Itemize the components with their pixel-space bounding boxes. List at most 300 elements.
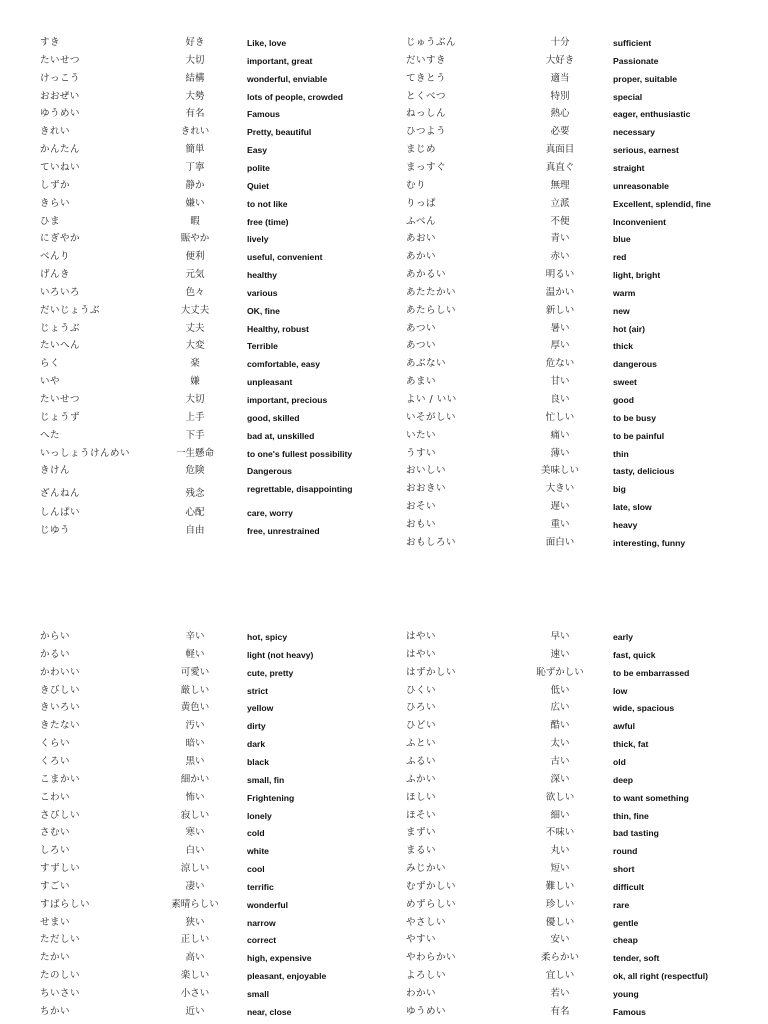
reading-kana: よい / いい xyxy=(406,394,457,405)
kanji-word: 危険 xyxy=(185,465,205,477)
english-meaning: important, great xyxy=(247,55,313,66)
reading-kana: あかい xyxy=(406,251,437,263)
reading-kana: まじめ xyxy=(406,144,437,156)
english-meaning: good, skilled xyxy=(247,412,300,423)
english-meaning: proper, suitable xyxy=(613,73,677,84)
kanji-word: 大好き xyxy=(545,54,575,66)
reading-kana: まずい xyxy=(406,827,437,839)
english-meaning: cheap xyxy=(613,935,638,946)
english-meaning: narrow xyxy=(247,917,276,928)
kanji-word: 簡単 xyxy=(185,144,205,156)
english-meaning: low xyxy=(613,685,628,696)
reading-kana: だいじょうぶ xyxy=(40,304,101,316)
english-meaning: cool xyxy=(247,864,265,875)
reading-kana: あおい xyxy=(406,233,437,245)
english-meaning: Dangerous xyxy=(247,466,292,477)
english-meaning: early xyxy=(613,632,634,642)
english-meaning: special xyxy=(613,91,643,102)
kanji-word: 速い xyxy=(550,648,570,660)
reading-kana: ひくい xyxy=(406,684,437,696)
english-meaning: polite xyxy=(247,162,270,173)
english-meaning: wonderful xyxy=(247,899,289,910)
reading-kana: しろい xyxy=(40,845,71,857)
kanji-word: 素晴らしい xyxy=(171,898,219,910)
kanji-word: 近い xyxy=(185,1005,205,1017)
english-meaning: to be embarrassed xyxy=(613,667,690,678)
reading-kana: きいろい xyxy=(40,702,81,714)
reading-kana: たいせつ xyxy=(40,394,81,405)
kanji-word: 大切 xyxy=(185,54,205,66)
reading-kana: たいへん xyxy=(40,340,81,352)
reading-kana: むずかしい xyxy=(406,880,457,892)
english-meaning: gentle xyxy=(613,917,639,928)
english-meaning: near, close xyxy=(247,1006,292,1017)
kanji-word: 黒い xyxy=(185,755,205,767)
reading-kana: さむい xyxy=(40,827,71,839)
kanji-word: 若い xyxy=(550,988,570,999)
reading-kana: ひどい xyxy=(406,720,437,732)
reading-kana: おおぜい xyxy=(40,90,80,102)
english-meaning: thin xyxy=(613,448,629,459)
kanji-word: 必要 xyxy=(550,126,570,138)
kanji-word: 汚い xyxy=(185,720,205,732)
english-meaning: high, expensive xyxy=(247,953,312,964)
english-meaning: yellow xyxy=(247,703,274,714)
reading-kana: あぶない xyxy=(406,358,447,370)
reading-kana: いや xyxy=(40,376,61,388)
reading-kana: ふるい xyxy=(406,755,437,767)
reading-kana: ふべん xyxy=(406,215,437,227)
kanji-word: 優しい xyxy=(545,916,575,928)
reading-kana: たのしい xyxy=(40,970,81,982)
english-meaning: round xyxy=(613,846,638,857)
reading-kana: ふかい xyxy=(406,773,437,785)
kanji-word: 有名 xyxy=(550,1005,570,1017)
kanji-word: 安い xyxy=(550,934,570,946)
kanji-word: 温かい xyxy=(545,286,575,298)
kanji-word: 立派 xyxy=(550,197,570,209)
english-meaning: Famous xyxy=(613,1006,646,1017)
reading-kana: はずかしい xyxy=(406,666,457,678)
kanji-word: 青い xyxy=(550,233,570,245)
kanji-word: 面白い xyxy=(545,536,575,548)
kanji-word: 宜しい xyxy=(545,970,575,982)
english-meaning: fast, quick xyxy=(613,649,656,660)
kanji-word: 恥ずかしい xyxy=(536,666,584,678)
kanji-word: 丸い xyxy=(550,845,570,857)
reading-kana: じゅうぶん xyxy=(406,37,457,48)
reading-kana: すごい xyxy=(40,880,71,892)
reading-kana: さびしい xyxy=(40,809,81,821)
kanji-word: 好き xyxy=(185,37,205,48)
kanji-word: 良い xyxy=(550,394,570,405)
english-meaning: Quiet xyxy=(247,180,269,191)
english-meaning: Healthy, robust xyxy=(247,323,309,334)
reading-kana: ねっしん xyxy=(406,108,447,120)
english-meaning: Easy xyxy=(247,145,268,156)
kanji-word: 赤い xyxy=(550,251,570,263)
reading-kana: きらい xyxy=(40,197,71,209)
reading-kana: いそがしい xyxy=(406,411,457,423)
english-meaning: care, worry xyxy=(247,508,293,519)
kanji-word: 太い xyxy=(550,738,570,750)
kanji-word: 厳しい xyxy=(180,684,210,696)
english-meaning: free, unrestrained xyxy=(247,525,320,536)
kanji-word: 重い xyxy=(550,518,570,530)
english-meaning: bad tasting xyxy=(613,828,659,839)
kanji-word: 静か xyxy=(185,179,205,191)
english-meaning: bad at, unskilled xyxy=(247,430,315,441)
reading-kana: やわらかい xyxy=(406,952,457,964)
english-meaning: dark xyxy=(247,739,266,750)
english-meaning: Pretty, beautiful xyxy=(247,127,312,138)
english-meaning: to want something xyxy=(613,792,689,803)
kanji-word: 無理 xyxy=(550,179,570,191)
reading-kana: やさしい xyxy=(406,916,447,928)
reading-kana: べんり xyxy=(40,251,71,263)
english-meaning: heavy xyxy=(613,519,638,530)
reading-kana: らく xyxy=(40,358,61,370)
reading-kana: だいすき xyxy=(406,54,447,66)
kanji-word: 丁寧 xyxy=(185,161,205,173)
reading-kana: むり xyxy=(406,179,427,191)
english-meaning: new xyxy=(613,305,630,316)
kanji-word: 暗い xyxy=(185,738,205,750)
reading-kana: じょうぶ xyxy=(40,322,81,334)
reading-kana: おもい xyxy=(406,518,437,530)
kanji-word: 大丈夫 xyxy=(180,304,210,316)
english-meaning: straight xyxy=(613,162,645,173)
kanji-word: 忙しい xyxy=(545,411,575,423)
reading-kana: くらい xyxy=(40,738,71,750)
reading-kana: かわいい xyxy=(40,666,81,678)
kanji-word: 珍しい xyxy=(545,898,575,910)
reading-kana: ほそい xyxy=(406,809,437,821)
english-meaning: tasty, delicious xyxy=(613,466,675,477)
english-meaning: necessary xyxy=(613,127,656,138)
kanji-word: 結構 xyxy=(185,72,205,84)
reading-kana: かるい xyxy=(40,648,71,660)
english-meaning: Frightening xyxy=(247,792,295,803)
english-meaning: sweet xyxy=(613,377,637,388)
kanji-word: 暑い xyxy=(550,322,570,334)
kanji-word: 特別 xyxy=(550,90,570,102)
kanji-word: 大きい xyxy=(545,483,575,495)
reading-kana: わかい xyxy=(406,988,437,999)
english-meaning: red xyxy=(613,252,627,263)
english-meaning: difficult xyxy=(613,881,645,892)
english-meaning: thin, fine xyxy=(613,810,649,821)
english-meaning: strict xyxy=(247,685,269,696)
kanji-word: 色々 xyxy=(185,286,205,298)
kanji-word: 真面目 xyxy=(545,144,575,156)
english-meaning: light, bright xyxy=(613,270,661,281)
kanji-word: 深い xyxy=(550,773,570,785)
reading-kana: きびしい xyxy=(40,684,81,696)
reading-kana: ゆうめい xyxy=(40,108,81,120)
kanji-word: 熱心 xyxy=(550,108,570,120)
english-meaning: ok, all right (respectful) xyxy=(613,971,709,982)
kanji-word: 心配 xyxy=(185,507,205,519)
reading-kana: げんき xyxy=(40,269,71,281)
english-meaning: tender, soft xyxy=(613,953,660,964)
kanji-word: きれい xyxy=(180,126,210,138)
english-meaning: deep xyxy=(613,774,634,785)
reading-kana: くろい xyxy=(40,755,71,767)
english-meaning: correct xyxy=(247,935,277,946)
english-meaning: hot (air) xyxy=(613,323,645,334)
reading-kana: ただしい xyxy=(40,934,81,946)
english-meaning: unreasonable xyxy=(613,180,669,191)
kanji-word: 低い xyxy=(550,684,570,696)
kanji-word: 軽い xyxy=(185,648,205,660)
reading-kana: ゆうめい xyxy=(406,1005,447,1017)
kanji-word: 正しい xyxy=(180,934,210,946)
english-meaning: small, fin xyxy=(247,774,285,785)
reading-kana: あつい xyxy=(406,340,437,352)
english-meaning: Terrible xyxy=(247,341,278,352)
english-meaning: Like, love xyxy=(247,38,287,48)
kanji-word: 可愛い xyxy=(180,666,210,678)
reading-kana: じゆう xyxy=(40,524,71,536)
reading-kana: あかるい xyxy=(406,269,447,281)
english-meaning: to one's fullest possibility xyxy=(247,448,353,459)
kanji-word: 明るい xyxy=(545,269,575,281)
kanji-word: 嫌 xyxy=(190,376,200,388)
english-meaning: free (time) xyxy=(247,216,289,227)
kanji-word: 欲しい xyxy=(545,791,575,803)
reading-kana: きたない xyxy=(40,720,81,732)
english-meaning: Passionate xyxy=(613,55,659,66)
english-meaning: sufficient xyxy=(613,38,652,48)
kanji-word: 古い xyxy=(550,755,570,767)
kanji-word: 細かい xyxy=(180,773,210,785)
reading-kana: いろいろ xyxy=(40,286,81,298)
reading-kana: はやい xyxy=(406,631,437,642)
reading-kana: まるい xyxy=(406,845,437,857)
kanji-word: 適当 xyxy=(550,72,570,84)
reading-kana: あたたかい xyxy=(406,286,457,298)
english-meaning: lively xyxy=(247,234,269,245)
reading-kana: あたらしい xyxy=(406,304,457,316)
english-meaning: awful xyxy=(613,721,635,732)
reading-kana: やすい xyxy=(406,934,437,946)
reading-kana: しずか xyxy=(40,179,71,191)
reading-kana: みじかい xyxy=(406,863,447,875)
english-meaning: comfortable, easy xyxy=(247,359,321,370)
english-meaning: regrettable, disappointing xyxy=(247,484,353,495)
english-meaning: lonely xyxy=(247,810,272,821)
english-meaning: healthy xyxy=(247,270,278,281)
kanji-word: 柔らかい xyxy=(540,952,579,964)
english-meaning: hot, spicy xyxy=(247,632,288,642)
english-meaning: unpleasant xyxy=(247,377,293,388)
kanji-word: 広い xyxy=(550,702,570,714)
kanji-word: 怖い xyxy=(185,791,205,803)
reading-kana: ひつよう xyxy=(406,126,447,138)
kanji-word: 真直ぐ xyxy=(545,161,575,173)
english-meaning: Inconvenient xyxy=(613,216,667,227)
reading-kana: へた xyxy=(40,429,61,441)
reading-kana: てきとう xyxy=(406,72,447,84)
english-meaning: to be busy xyxy=(613,412,656,423)
reading-kana: あまい xyxy=(406,376,437,388)
english-meaning: short xyxy=(613,864,635,875)
english-meaning: thick xyxy=(613,341,634,352)
reading-kana: いたい xyxy=(406,429,437,441)
reading-kana: おそい xyxy=(406,501,437,513)
reading-kana: せまい xyxy=(40,916,71,928)
kanji-word: 自由 xyxy=(185,524,205,536)
reading-kana: ひま xyxy=(40,215,61,227)
kanji-word: 不味い xyxy=(545,827,575,839)
english-meaning: old xyxy=(613,756,626,767)
kanji-word: 寂しい xyxy=(180,809,210,821)
reading-kana: すき xyxy=(40,37,61,48)
kanji-word: 有名 xyxy=(185,108,205,120)
reading-kana: いっしょうけんめい xyxy=(40,447,131,459)
reading-kana: おもしろい xyxy=(406,536,457,548)
reading-kana: きけん xyxy=(40,465,71,477)
english-meaning: dangerous xyxy=(613,359,657,370)
reading-kana: ふとい xyxy=(406,738,437,750)
kanji-word: 早い xyxy=(550,631,570,642)
kanji-word: 美味しい xyxy=(540,465,579,477)
reading-kana: ほしい xyxy=(406,791,437,803)
reading-kana: ちいさい xyxy=(40,988,81,999)
kanji-word: 甘い xyxy=(550,376,570,388)
english-meaning: useful, convenient xyxy=(247,252,323,263)
kanji-word: 大変 xyxy=(185,340,205,352)
kanji-word: 元気 xyxy=(185,269,205,281)
english-meaning: Excellent, splendid, fine xyxy=(613,198,711,209)
reading-kana: はやい xyxy=(406,648,437,660)
reading-kana: しんぱい xyxy=(40,507,81,519)
reading-kana: ちかい xyxy=(40,1005,71,1017)
reading-kana: こまかい xyxy=(40,773,81,785)
english-meaning: important, precious xyxy=(247,395,328,405)
english-meaning: wonderful, enviable xyxy=(247,73,328,84)
kanji-word: 短い xyxy=(550,863,570,875)
kanji-word: 遅い xyxy=(550,501,570,513)
kanji-word: 楽 xyxy=(190,358,200,370)
english-meaning: to not like xyxy=(247,198,288,209)
kanji-word: 危ない xyxy=(545,358,575,370)
kanji-word: 十分 xyxy=(550,37,570,48)
kanji-word: 新しい xyxy=(545,304,575,316)
kanji-word: 厚い xyxy=(550,340,570,352)
kanji-word: 狭い xyxy=(185,916,205,928)
reading-kana: おいしい xyxy=(406,465,447,477)
kanji-word: 不便 xyxy=(550,215,570,227)
kanji-word: 上手 xyxy=(185,411,205,423)
reading-kana: ざんねん xyxy=(40,488,81,500)
english-meaning: thick, fat xyxy=(613,739,649,750)
kanji-word: 楽しい xyxy=(180,970,210,982)
kanji-word: 凄い xyxy=(185,880,205,892)
english-meaning: cute, pretty xyxy=(247,667,294,678)
reading-kana: かんたん xyxy=(40,144,81,156)
english-meaning: warm xyxy=(613,287,636,298)
kanji-word: 嫌い xyxy=(185,197,205,209)
kanji-word: 便利 xyxy=(185,251,205,263)
kanji-word: 難しい xyxy=(545,880,575,892)
reading-kana: けっこう xyxy=(40,72,81,84)
kanji-word: 残念 xyxy=(185,488,205,500)
english-meaning: pleasant, enjoyable xyxy=(247,971,327,982)
kanji-word: 大勢 xyxy=(185,90,205,102)
reading-kana: ひろい xyxy=(406,702,437,714)
english-meaning: OK, fine xyxy=(247,305,280,316)
kanji-word: 丈夫 xyxy=(185,322,205,334)
english-meaning: eager, enthusiastic xyxy=(613,109,691,120)
english-meaning: lots of people, crowded xyxy=(247,91,343,102)
kanji-word: 下手 xyxy=(185,429,205,441)
reading-kana: たいせつ xyxy=(40,54,81,66)
reading-kana: うすい xyxy=(406,447,437,459)
english-meaning: light (not heavy) xyxy=(247,649,314,660)
reading-kana: きれい xyxy=(40,126,71,138)
reading-kana: たかい xyxy=(40,952,71,964)
english-meaning: late, slow xyxy=(613,502,652,513)
kanji-word: 小さい xyxy=(180,988,210,999)
english-meaning: terrific xyxy=(247,881,274,892)
reading-kana: よろしい xyxy=(406,970,447,982)
kanji-word: 痛い xyxy=(550,429,570,441)
english-meaning: dirty xyxy=(247,721,266,732)
kanji-word: 暇 xyxy=(190,215,200,227)
english-meaning: black xyxy=(247,756,269,767)
reading-kana: とくべつ xyxy=(406,90,447,102)
english-meaning: good xyxy=(613,395,634,405)
reading-kana: あつい xyxy=(406,322,437,334)
kanji-word: 高い xyxy=(185,952,205,964)
kanji-word: 白い xyxy=(185,845,205,857)
reading-kana: すずしい xyxy=(40,863,81,875)
kanji-word: 涼しい xyxy=(180,863,210,875)
english-meaning: young xyxy=(613,989,639,999)
kanji-word: 細い xyxy=(550,809,570,821)
english-meaning: wide, spacious xyxy=(613,703,675,714)
english-meaning: serious, earnest xyxy=(613,145,679,156)
reading-kana: めずらしい xyxy=(406,898,457,910)
reading-kana: からい xyxy=(40,631,71,642)
kanji-word: 辛い xyxy=(185,631,205,642)
kanji-word: 賑やか xyxy=(180,233,210,245)
reading-kana: にぎやか xyxy=(40,233,81,245)
kanji-word: 薄い xyxy=(550,447,570,459)
english-meaning: big xyxy=(613,484,626,495)
reading-kana: こわい xyxy=(40,791,71,803)
english-meaning: to be painful xyxy=(613,430,665,441)
english-meaning: white xyxy=(247,846,269,857)
english-meaning: interesting, funny xyxy=(613,537,686,548)
reading-kana: ていねい xyxy=(40,161,81,173)
reading-kana: まっすぐ xyxy=(406,161,447,173)
english-meaning: various xyxy=(247,287,278,298)
kanji-word: 黄色い xyxy=(180,702,210,714)
kanji-word: 一生懸命 xyxy=(175,447,214,459)
kanji-word: 酷い xyxy=(550,720,570,732)
english-meaning: Famous xyxy=(247,109,280,120)
english-meaning: rare xyxy=(613,899,630,910)
english-meaning: blue xyxy=(613,234,631,245)
reading-kana: りっぱ xyxy=(406,197,437,209)
kanji-word: 大切 xyxy=(185,394,205,405)
reading-kana: おおきい xyxy=(406,483,447,495)
english-meaning: cold xyxy=(247,828,265,839)
english-meaning: small xyxy=(247,989,269,999)
